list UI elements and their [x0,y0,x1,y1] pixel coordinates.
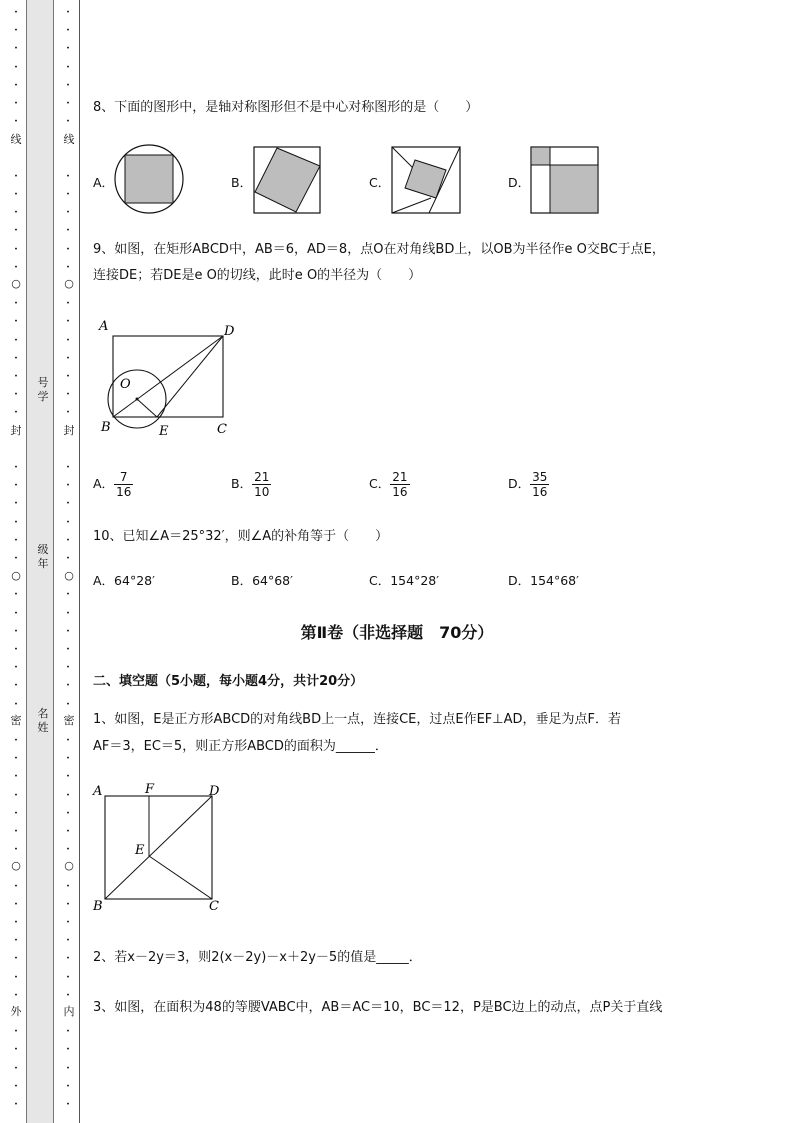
binding-dot: · [14,644,18,655]
binding-dot: · [66,189,70,200]
binding-dot: · [66,225,70,237]
binding-dot: · [14,25,18,37]
binding-dot: · [66,207,70,219]
binding-dot: · [14,243,18,255]
binding-dot: · [66,935,70,947]
margin-mark: ○ [11,277,21,290]
binding-dot: · [14,498,18,510]
f1-label-d: D [209,784,220,799]
fraction: $\frac{7}{16}$ [116,470,132,499]
fraction: $\frac{21}{16}$ [392,470,408,499]
binding-dot: · [66,371,70,382]
binding-dot: · [14,189,18,200]
binding-dot: · [14,407,18,419]
binding-dot: · [66,771,70,783]
binding-dot: · [66,25,70,37]
grade-label: 级年 [37,543,49,570]
binding-dot: · [14,789,18,801]
q9-label-d: D [224,324,235,339]
fill-1-line1: 1、如图，E是正方形ABCD的对角线BD上一点，连接CE，过点E作EF⊥AD，垂足为点F．若 [93,712,621,727]
q9-label-c: C [217,422,227,437]
binding-dot: · [14,225,18,237]
binding-dot: · [66,334,70,346]
binding-dot: · [14,607,18,619]
binding-dot: · [14,334,18,346]
q8-option-b: B． [231,175,253,190]
q10-option-a: A．64°28′ [93,573,155,588]
binding-dot: · [14,917,18,928]
f1-label-f: F [145,782,155,797]
q9-label-a: A [99,319,109,334]
binding-dot: · [14,516,18,528]
q10-option-c: C．154°28′ [369,573,440,588]
binding-dot: · [14,589,18,601]
fill-3-text: 3、如图，在面积为48的等腰VABC中，AB＝AC＝10，BC＝12，P是BC边上的动点，点P关于直线 [93,1000,663,1015]
binding-dot: · [14,971,18,983]
binding-dot: · [14,735,18,746]
binding-dot: · [14,989,18,1001]
binding-dot: · [14,880,18,892]
f1-label-a: A [93,784,103,799]
fraction: $\frac{21}{10}$ [254,470,270,499]
binding-dot: · [66,553,70,564]
binding-dot: · [14,389,18,401]
margin-mark: 线 [63,133,75,146]
binding-dot: · [66,1080,70,1092]
q9-label-b: B [101,420,111,435]
binding-dot: · [66,407,70,419]
binding-dot: · [66,698,70,710]
binding-dot: · [14,771,18,783]
binding-dot: · [66,789,70,801]
margin-mark: ○ [64,569,74,582]
q9-label-e: E [159,424,169,439]
q8-option-d: D． [508,175,531,190]
binding-dot: · [66,480,70,492]
binding-dot: · [66,534,70,546]
margin-mark: ○ [64,277,74,290]
binding-dot: · [66,844,70,856]
binding-dot: · [66,43,70,55]
binding-dot: · [66,953,70,965]
binding-dot: · [14,61,18,73]
binding-dot: · [66,79,70,91]
margin-mark: 密 [63,714,75,727]
q8-figure-d [530,146,600,216]
binding-dot: · [14,352,18,364]
binding-dot: · [14,480,18,492]
binding-dot: · [14,935,18,947]
margin-mark: 封 [10,424,22,437]
binding-dot: · [14,553,18,564]
binding-dot: · [66,98,70,109]
binding-dot: · [14,207,18,219]
binding-dot: · [14,1080,18,1092]
q8-option-c: C． [369,175,391,190]
q9-option-d: D． $\frac{35}{16}$ [508,470,548,499]
binding-dot: · [66,917,70,928]
binding-dot: · [66,826,70,837]
binding-dot: · [14,98,18,109]
q10-option-d: D．154°68′ [508,573,579,588]
binding-dot: · [14,1044,18,1056]
binding-dot: · [14,79,18,91]
question-9-line1: 9、如图，在矩形ABCD中，AB＝6，AD＝8，点O在对角线BD上，以OB为半径作e O交BC于点E， [93,242,665,257]
margin-mark: 密 [10,714,22,727]
binding-dot: · [14,462,18,473]
fraction: $\frac{35}{16}$ [532,470,548,499]
part-2-title: 第Ⅱ卷（非选择题 70分） [300,623,494,642]
f1-label-c: C [209,899,219,914]
q9-option-a: A． $\frac{7}{16}$ [93,470,132,499]
binding-dot: · [66,644,70,655]
q8-figure-a [113,143,185,215]
q9-option-c: C． $\frac{21}{16}$ [369,470,408,499]
q8-figure-b [253,146,323,216]
binding-dot: · [66,680,70,692]
binding-dot: · [66,625,70,637]
fill-1-line2: AF＝3，EC＝5，则正方形ABCD的面积为______． [93,739,388,754]
margin-mark: 线 [10,133,22,146]
binding-dot: · [14,298,18,310]
section-2-title: 二、填空题（5小题，每小题4分，共计20分） [93,674,364,689]
binding-dot: · [66,589,70,601]
binding-dot: · [66,753,70,765]
binding-dot: · [14,698,18,710]
margin-mark: 外 [10,1005,22,1018]
q8-option-a: A． [93,175,115,190]
binding-dot: · [66,735,70,746]
binding-dot: · [66,1099,70,1110]
margin-mark: ○ [11,569,21,582]
fill-2-text: 2、若x－2y＝3，则2(x－2y)－x＋2y－5的值是_____． [93,950,422,965]
binding-dot: · [66,116,70,128]
binding-dot: · [66,516,70,528]
binding-dot: · [66,898,70,910]
question-9-line2: 连接DE；若DE是e O的切线，此时e O的半径为（ ） [93,268,422,283]
margin-mark: ○ [64,859,74,872]
binding-dot: · [14,7,18,18]
binding-dot: · [66,389,70,401]
margin-mark: 封 [63,424,75,437]
binding-dot: · [66,462,70,473]
margin-mark: ○ [11,859,21,872]
binding-dot: · [14,43,18,55]
question-10-text: 10、已知∠A＝25°32′，则∠A的补角等于（ ） [93,529,389,544]
q9-label-o: O [120,377,131,392]
binding-dot: · [66,261,70,273]
binding-dot: · [66,298,70,310]
binding-dot: · [66,1026,70,1038]
f1-label-e: E [135,843,145,858]
name-label: 名姓 [37,707,49,734]
binding-dot: · [14,534,18,546]
q9-figure [95,316,245,442]
question-8-text: 8、下面的图形中，是轴对称图形但不是中心对称图形的是（ ） [93,100,479,115]
binding-dot: · [66,971,70,983]
binding-dot: · [14,261,18,273]
binding-dot: · [66,662,70,674]
binding-dot: · [66,170,70,182]
binding-dot: · [14,316,18,328]
binding-dot: · [14,807,18,819]
binding-dot: · [66,1062,70,1074]
binding-dot: · [66,498,70,510]
binding-dot: · [14,1099,18,1110]
binding-dot: · [14,1062,18,1074]
binding-dot: · [66,352,70,364]
binding-dot: · [66,607,70,619]
fill-1-figure [90,780,230,915]
binding-dot: · [66,1044,70,1056]
binding-dot: · [66,61,70,73]
binding-dot: · [14,680,18,692]
binding-dot: · [14,1026,18,1038]
binding-dot: · [14,953,18,965]
q8-figure-c [391,146,463,216]
binding-dot: · [66,243,70,255]
f1-label-b: B [93,899,103,914]
q10-option-b: B．64°68′ [231,573,293,588]
q9-option-b: B． $\frac{21}{10}$ [231,470,270,499]
binding-dot: · [14,625,18,637]
binding-dot: · [14,844,18,856]
binding-dot: · [14,371,18,382]
margin-rule [79,0,80,1123]
binding-dot: · [14,116,18,128]
binding-dot: · [66,807,70,819]
binding-dot: · [66,316,70,328]
binding-dot: · [14,662,18,674]
binding-dot: · [14,753,18,765]
binding-dot: · [66,880,70,892]
binding-dot: · [66,989,70,1001]
binding-dot: · [14,170,18,182]
margin-mark: 内 [63,1005,75,1018]
student-id-label: 号学 [37,376,49,403]
binding-dot: · [14,898,18,910]
binding-dot: · [66,7,70,18]
binding-dot: · [14,826,18,837]
